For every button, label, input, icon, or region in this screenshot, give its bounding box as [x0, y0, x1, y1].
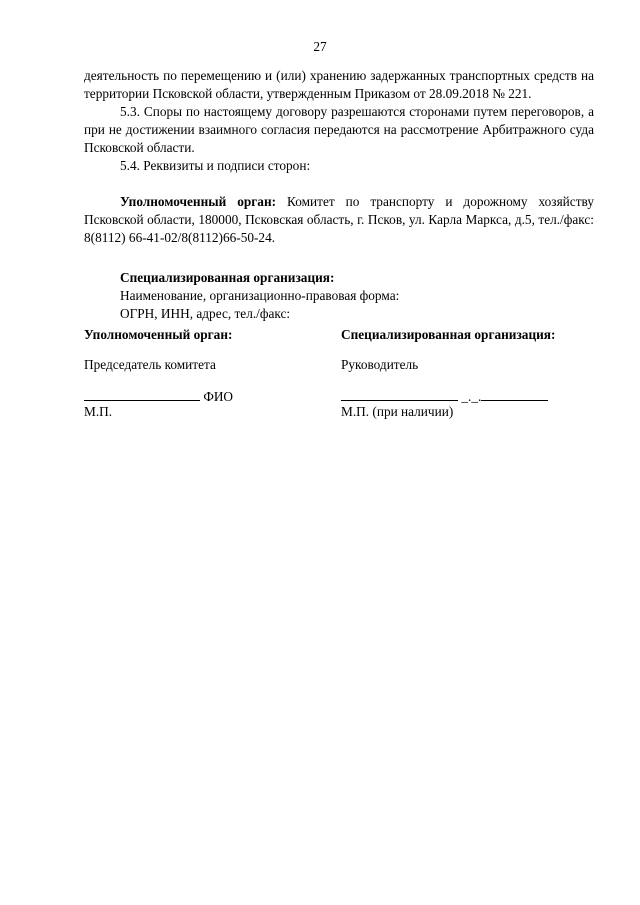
specialized-org-label: Специализированная организация: [120, 270, 335, 285]
left-name-placeholder: ФИО [200, 389, 234, 404]
right-name-underline [481, 386, 548, 401]
right-initials-placeholder: _._. [458, 389, 482, 404]
specialized-org-line-2: ОГРН, ИНН, адрес, тел./факс: [120, 306, 291, 321]
authorized-body-details: Комитет по транспорту и дорожному хозяйству Псковской области, 180000, Псковская область, г. Псков, ул. Карла Маркса, д.5, тел./факс: 8(8112) 66-41-02/8(8112)66-50-24. [84, 194, 594, 245]
page-number: 27 [313, 39, 327, 54]
paragraph-5-4: 5.4. Реквизиты и подписи сторон: [120, 158, 311, 173]
left-signatory-position: Председатель комитета [84, 357, 216, 372]
left-signature-underline [84, 386, 200, 401]
authorized-body-requisites [84, 193, 594, 247]
right-signatory-position: Руководитель [341, 357, 419, 372]
left-signature-title: Уполномоченный орган: [84, 327, 233, 342]
specialized-org-requisites [84, 269, 594, 323]
paragraph-5-3: 5.3. Споры по настоящему договору разрешаются сторонами путем переговоров, а при не достижении взаимного согласия передаются на рассмотрение Арбитражного суда Псковской области. [84, 104, 594, 155]
right-signature-underline [341, 386, 458, 401]
paragraph-continuation: деятельность по перемещению и (или) хранению задержанных транспортных средств на территории Псковской области, утвержденным Приказом от 28.09.2018 № 221. [84, 68, 594, 101]
authorized-body-label: Уполномоченный орган: [120, 194, 277, 209]
right-stamp-mark: М.П. (при наличии) [341, 404, 454, 419]
right-signature-title: Специализированная организация: [341, 327, 556, 342]
document-body [84, 67, 594, 323]
left-stamp-mark: М.П. [84, 404, 113, 419]
specialized-org-line-1: Наименование, организационно-правовая форма: [120, 288, 400, 303]
